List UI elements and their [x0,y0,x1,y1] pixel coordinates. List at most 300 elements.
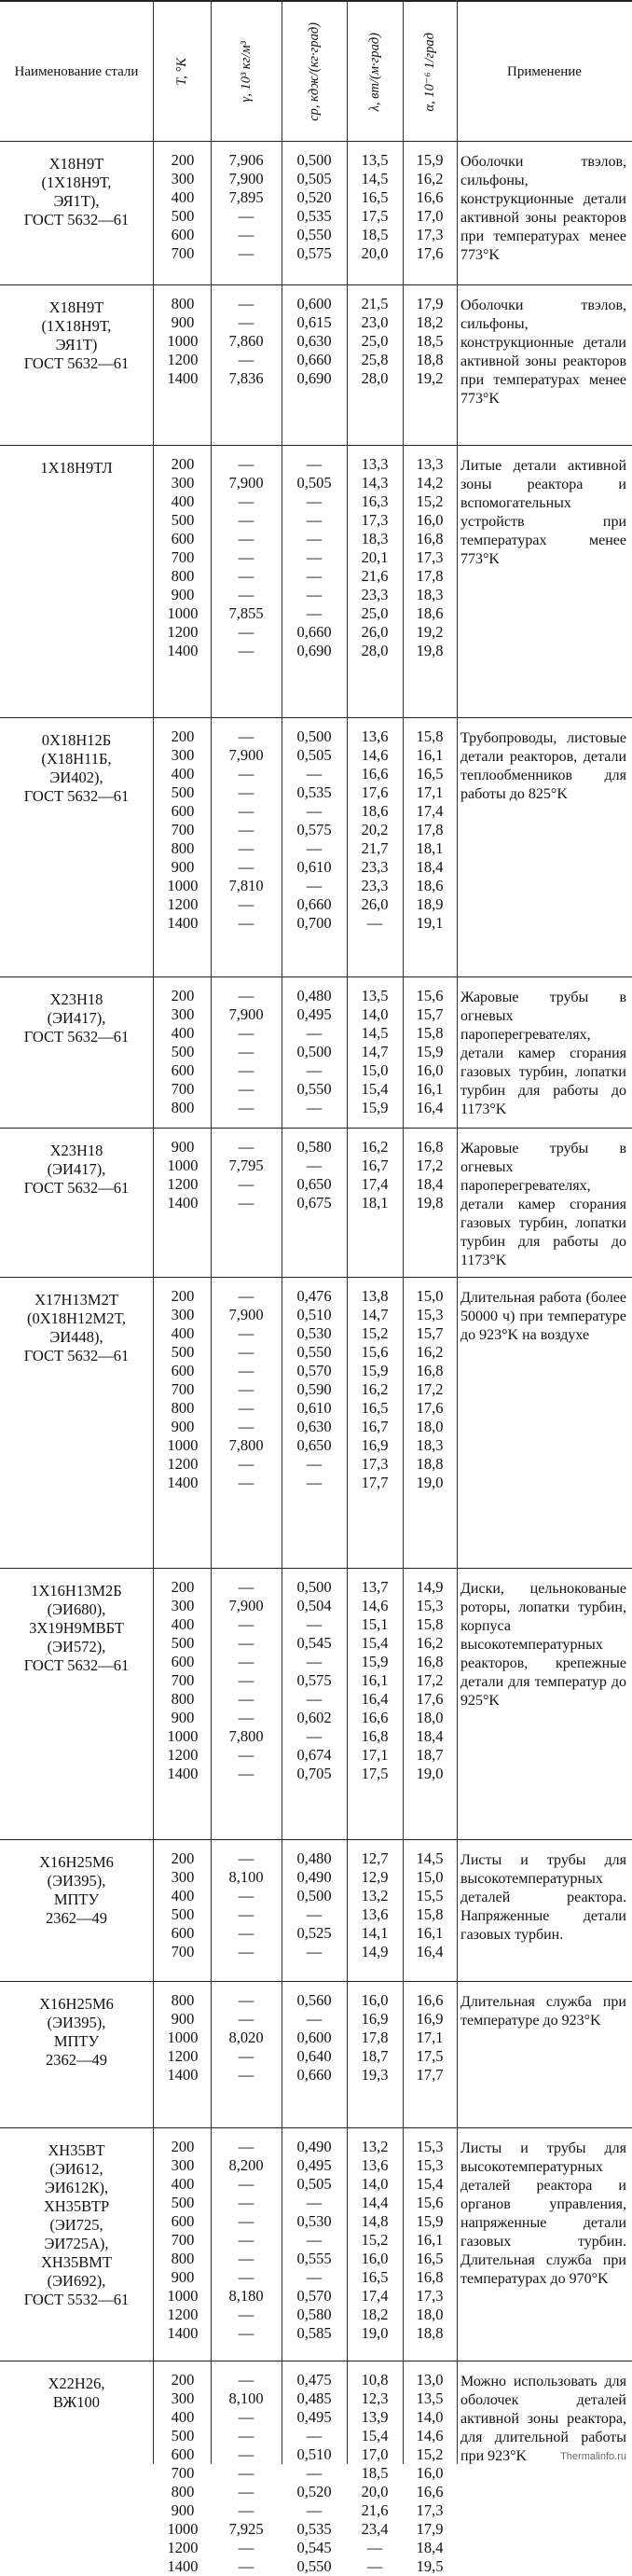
density-value: — [238,1746,254,1764]
expansion-value: 18,0 [416,1709,444,1726]
header-heat-capacity-label: cp, кдж/(кг·град) [306,22,322,121]
temperature-value: 200 [171,455,195,473]
conductivity-value: 15,9 [361,1653,389,1670]
temperature-value: 1400 [167,1765,199,1782]
conductivity-value: 16,9 [361,1436,389,1454]
expansion-value: 18,5 [416,332,444,350]
expansion-value: 18,0 [416,1418,444,1435]
application-text: Литые детали активной зоны реактора и вспомогательных устройств при температурах менее 773°K [460,458,626,567]
temperature-value: 200 [171,2138,195,2155]
temperature-column [157,1287,209,1492]
heat-capacity-value: 0,640 [296,2047,332,2065]
temperature-column [157,2371,209,2576]
expansion-value: 16,8 [416,1362,444,1379]
expansion-value: 17,9 [416,2520,444,2538]
conductivity-column [349,2138,401,2343]
heat-capacity-value: 0,610 [296,858,332,876]
expansion-value: 15,3 [416,1306,444,1323]
heat-capacity-value: 0,480 [296,1849,332,1867]
expansion-value: 19,8 [416,642,444,659]
density-value: 7,906 [228,151,264,169]
temperature-value: 1200 [167,351,199,368]
application-text: Жаровые трубы в огневых пароперегревателях, детали камер сгорания газовых турбин, лопатки турбин для работы до 1173°K [460,1141,626,1268]
steel-grade-line: 1Х16Н13М2Б [31,1582,122,1600]
steel-grade-line: (ЭИ395), [47,1872,106,1890]
steel-grade [6,1142,147,1198]
density-column [213,987,280,1117]
temperature-value: 1200 [167,1455,199,1473]
steel-grade-line: ВЖ100 [52,2393,101,2411]
density-value: — [238,2539,254,2556]
heat-capacity-value: — [306,1690,323,1708]
steel-group [0,285,632,446]
density-value: — [238,1709,254,1726]
steel-grade [6,1853,147,1928]
temperature-value: 1000 [167,877,199,894]
conductivity-value: 16,3 [361,492,389,510]
steel-grade-line: (ЭИ725, [49,2216,103,2234]
heat-capacity-value: 0,500 [296,1043,332,1060]
steel-grade [6,731,147,806]
application-text: Жаровые трубы в огневых пароперегревателях, детали камер сгорания газовых турбин, лопатки турбин для работы до 1173°K [460,990,626,1117]
temperature-value: 1400 [167,369,199,387]
heat-capacity-value: — [306,1455,323,1473]
temperature-value: 300 [171,474,195,492]
conductivity-value: 21,6 [361,567,389,585]
density-value: 7,900 [228,1306,264,1323]
temperature-value: 1200 [167,2047,199,2065]
application-text: Трубопроводы, листовые детали реакторов, детали теплообменников для работы до 825°K [460,730,626,802]
expansion-value: 19,0 [416,1765,444,1782]
conductivity-value: 19,3 [361,2066,389,2084]
expansion-value: 16,4 [416,1943,444,1960]
temperature-value: 1400 [167,1474,199,1491]
expansion-value: 17,6 [416,244,444,262]
conductivity-column [349,1991,401,2084]
temperature-value: 200 [171,727,195,745]
expansion-value: 17,3 [416,226,444,243]
steel-grade-line: ГОСТ 5532—61 [23,2291,130,2308]
heat-capacity-value: 0,510 [296,2445,332,2463]
conductivity-column [349,1138,401,1212]
temperature-value: 900 [171,586,195,603]
heat-capacity-value: — [306,1474,323,1491]
conductivity-value: 17,8 [361,2029,389,2046]
steel-group [0,1569,632,1840]
density-value: — [238,455,254,473]
conductivity-value: 23,3 [361,858,389,876]
density-value: — [238,567,254,585]
temperature-value: 200 [171,1578,195,1596]
expansion-value: 19,1 [416,914,444,932]
steel-grade-line: ЭЯ1Т), [53,192,100,210]
steel-group [0,2361,632,2575]
heat-capacity-value: 0,690 [296,369,332,387]
temperature-value: 500 [171,1905,195,1923]
temperature-value: 400 [171,1324,195,1342]
expansion-value: 18,4 [416,1727,444,1745]
expansion-value: 16,8 [416,2268,444,2286]
expansion-value: 19,8 [416,1194,444,1212]
conductivity-value: 12,3 [361,2389,389,2407]
density-value: — [238,2231,254,2249]
density-value: — [238,1194,254,1212]
steel-grade-line: (ЭИ417), [47,1009,106,1027]
expansion-value: 16,2 [416,1343,444,1361]
expansion-value: 18,1 [416,839,444,857]
steel-grade-line: Х16Н25М6 [39,1853,114,1871]
conductivity-value: 13,6 [361,2156,389,2174]
column-divider [457,0,458,2464]
steel-grade-line: Х23Н18 [49,990,103,1008]
expansion-value: 17,7 [416,2066,444,2084]
temperature-value: 800 [171,1399,195,1417]
density-value: — [238,2066,254,2084]
density-value: — [238,530,254,547]
temperature-value: 500 [171,1343,195,1361]
expansion-value: 18,3 [416,1436,444,1454]
density-value: — [238,244,254,262]
expansion-column [405,727,455,933]
conductivity-value: — [366,914,383,932]
heat-capacity-value: 0,590 [296,1380,332,1398]
expansion-value: 17,3 [416,2501,444,2519]
expansion-column [405,2371,455,2576]
conductivity-column [349,295,401,388]
conductivity-value: 18,5 [361,2464,389,2482]
temperature-value: 1000 [167,1727,199,1745]
density-column [213,2371,280,2576]
heat-capacity-value: — [306,802,323,820]
steel-grade-line: 2362—49 [46,1909,107,1927]
expansion-value: 16,0 [416,1061,444,1079]
expansion-value: 18,9 [416,895,444,913]
heat-capacity-value: — [306,1156,323,1174]
expansion-value: 18,6 [416,604,444,622]
watermark: Thermalinfo.ru [560,2451,626,2462]
expansion-value: 16,6 [416,2483,444,2500]
density-value: — [238,1324,254,1342]
conductivity-value: 13,5 [361,987,389,1004]
expansion-value: 18,8 [416,351,444,368]
heat-capacity-column [283,1287,345,1492]
expansion-column [405,295,455,388]
heat-capacity-value: — [306,2501,323,2519]
temperature-value: 300 [171,1306,195,1323]
expansion-value: 16,1 [416,746,444,764]
temperature-column [157,455,209,660]
expansion-value: 14,2 [416,474,444,492]
temperature-value: 800 [171,295,195,312]
column-divider [153,0,154,2464]
conductivity-column [349,987,401,1117]
expansion-value: 15,3 [416,2138,444,2155]
conductivity-value: 14,6 [361,1597,389,1614]
temperature-value: 300 [171,2389,195,2407]
expansion-value: 16,1 [416,1080,444,1098]
expansion-value: 15,8 [416,727,444,745]
conductivity-value: 14,7 [361,1306,389,1323]
conductivity-value: 13,2 [361,2138,389,2155]
conductivity-value: 20,1 [361,548,389,566]
conductivity-value: 13,2 [361,1887,389,1904]
temperature-value: 600 [171,1061,195,1079]
density-column [213,727,280,933]
density-value: — [238,2445,254,2463]
conductivity-value: 17,3 [361,1455,389,1473]
expansion-column [405,987,455,1117]
temperature-value: 900 [171,1709,195,1726]
temperature-value: 600 [171,1362,195,1379]
density-value: 7,860 [228,332,264,350]
conductivity-value: 16,7 [361,1156,389,1174]
conductivity-value: 28,0 [361,369,389,387]
conductivity-value: 18,6 [361,802,389,820]
density-column [213,1991,280,2084]
heat-capacity-value: 0,476 [296,1287,332,1305]
density-value: — [238,1578,254,1596]
header-conductivity-label: λ, вт/(м·град) [366,32,382,112]
steel-grade-line: ЭИ402), [49,769,103,786]
density-value: — [238,2464,254,2482]
density-value: — [238,1138,254,1156]
table-header [0,0,632,142]
heat-capacity-value: 0,550 [296,1343,332,1361]
density-value: — [238,802,254,820]
temperature-value: 800 [171,839,195,857]
temperature-column [157,1991,209,2084]
steel-grade-line: МПТУ [53,2032,100,2050]
temperature-value: 1000 [167,604,199,622]
temperature-value: 800 [171,1099,195,1116]
conductivity-value: 16,6 [361,765,389,782]
density-value: — [238,586,254,603]
expansion-column [405,1578,455,1783]
density-column [213,1849,280,1961]
steel-grade-line: (ЭИ612, [49,2160,103,2178]
steel-grade-line: (ЭИ417), [47,1160,106,1178]
heat-capacity-value: — [306,1061,323,1079]
heat-capacity-value: — [306,2464,323,2482]
expansion-column [405,1287,455,1492]
temperature-value: 800 [171,567,195,585]
expansion-value: 17,6 [416,1399,444,1417]
heat-capacity-value: 0,580 [296,2306,332,2323]
expansion-value: 15,4 [416,2175,444,2193]
density-value: — [238,1943,254,1960]
heat-capacity-value: 0,505 [296,746,332,764]
conductivity-value: 13,7 [361,1578,389,1596]
expansion-value: 16,1 [416,1924,444,1942]
heat-capacity-value: 0,674 [296,1746,332,1764]
density-column [213,1287,280,1492]
conductivity-value: 15,0 [361,1061,389,1079]
steel-grade-line: ХН35ВМТ [40,2253,113,2271]
expansion-value: 17,9 [416,295,444,312]
expansion-value: 19,5 [416,2557,444,2575]
temperature-value: 1200 [167,2306,199,2323]
expansion-value: 16,6 [416,188,444,206]
steel-grade-line: Х22Н26, [48,2375,105,2392]
heat-capacity-value: 0,600 [296,2029,332,2046]
conductivity-value: 13,8 [361,1287,389,1305]
heat-capacity-value: 0,550 [296,1080,332,1098]
temperature-value: 700 [171,1671,195,1689]
expansion-value: 15,8 [416,1905,444,1923]
density-value: — [238,2306,254,2323]
heat-capacity-value: — [306,548,323,566]
heat-capacity-value: — [306,1099,323,1116]
steel-grade-line: 3Х19Н9МВБТ [29,1619,124,1637]
density-value: — [238,492,254,510]
application-text: Можно использовать для оболочек деталей активной зоны реактора, для длительной работы при 923°K [460,2374,626,2464]
density-value: — [238,1399,254,1417]
temperature-value: 800 [171,1991,195,2009]
density-value: 8,200 [228,2156,264,2174]
density-value: — [238,511,254,529]
header-temperature-label: T, °K [173,58,189,86]
conductivity-value: 23,4 [361,2520,389,2538]
density-value: — [238,783,254,801]
heat-capacity-value: 0,535 [296,207,332,225]
conductivity-value: 16,0 [361,1991,389,2009]
density-value: — [238,642,254,659]
expansion-value: 18,4 [416,858,444,876]
density-value: — [238,2501,254,2519]
temperature-value: 700 [171,821,195,838]
conductivity-value: 16,9 [361,2010,389,2028]
density-value: — [238,1615,254,1633]
temperature-value: 400 [171,492,195,510]
density-value: 7,800 [228,1727,264,1745]
steel-group [0,718,632,977]
conductivity-column [349,727,401,933]
conductivity-value: 18,2 [361,2306,389,2323]
temperature-value: 900 [171,1418,195,1435]
expansion-value: 16,2 [416,1634,444,1652]
density-value: — [238,858,254,876]
heat-capacity-value: 0,535 [296,783,332,801]
temperature-value: 700 [171,244,195,262]
conductivity-value: 13,6 [361,727,389,745]
expansion-value: 15,6 [416,2194,444,2211]
heat-capacity-column [283,2371,345,2576]
header-temperature [153,2,211,142]
heat-capacity-value: 0,675 [296,1194,332,1212]
expansion-value: 19,0 [416,1474,444,1491]
conductivity-value: — [366,2539,383,2556]
conductivity-value: 15,9 [361,1099,389,1116]
heat-capacity-value: 0,660 [296,895,332,913]
temperature-value: 700 [171,548,195,566]
steel-grade [6,298,147,373]
steel-grade-line: (Х18Н11Б, [41,750,112,768]
density-value: — [238,2268,254,2286]
temperature-value: 600 [171,2212,195,2230]
steel-grade [6,1582,147,1675]
conductivity-column [349,1578,401,1783]
heat-capacity-value: 0,520 [296,188,332,206]
steel-group [0,1840,632,1982]
density-value: — [238,987,254,1004]
expansion-value: 16,5 [416,765,444,782]
steel-group [0,1278,632,1569]
steel-grade-line: ЭИ725А), [44,2235,109,2252]
expansion-value: 16,4 [416,1099,444,1116]
conductivity-value: 16,5 [361,2268,389,2286]
expansion-value: 15,9 [416,151,444,169]
density-value: — [238,1024,254,1042]
temperature-value: 900 [171,2501,195,2519]
steel-grade-line: (ЭИ395), [47,2014,106,2031]
conductivity-value: 10,8 [361,2371,389,2389]
density-value: — [238,207,254,225]
density-value: 7,895 [228,188,264,206]
expansion-value: 15,9 [416,1043,444,1060]
density-value: — [238,1455,254,1473]
temperature-value: 1200 [167,623,199,641]
heat-capacity-value: 0,560 [296,1991,332,2009]
temperature-value: 1200 [167,1175,199,1193]
temperature-value: 500 [171,207,195,225]
steel-grade-line: ГОСТ 5632—61 [23,354,130,372]
heat-capacity-value: 0,602 [296,1709,332,1726]
temperature-value: 800 [171,1690,195,1708]
density-value: 7,900 [228,1597,264,1614]
steel-grade-line: ГОСТ 5632—61 [23,1347,130,1364]
temperature-column [157,1578,209,1783]
header-density [211,2,282,142]
steel-grade-line: ГОСТ 5632—61 [23,1179,130,1197]
conductivity-value: 16,4 [361,1690,389,1708]
conductivity-value: 23,3 [361,877,389,894]
conductivity-value: 17,5 [361,207,389,225]
temperature-value: 300 [171,1868,195,1886]
heat-capacity-value: 0,575 [296,821,332,838]
conductivity-value: 13,5 [361,151,389,169]
conductivity-value: 14,0 [361,2175,389,2193]
expansion-value: 15,7 [416,1005,444,1023]
heat-capacity-value: 0,705 [296,1765,332,1782]
temperature-value: 1400 [167,914,199,932]
temperature-value: 900 [171,2268,195,2286]
conductivity-column [349,1287,401,1492]
conductivity-value: 21,7 [361,839,389,857]
steel-grade-line: Х17Н13М2Т [34,1291,118,1309]
expansion-column [405,1849,455,1961]
heat-capacity-column [283,151,345,263]
expansion-column [405,1138,455,1212]
steel-grade-line: ГОСТ 5632—61 [23,1028,130,1046]
steel-grade-line: ЭИ448), [49,1328,103,1346]
steel-grade-line: (0Х18Н12М2Т, [26,1309,127,1327]
density-value: — [238,548,254,566]
temperature-value: 1400 [167,2324,199,2342]
expansion-value: 15,0 [416,1868,444,1886]
temperature-value: 300 [171,746,195,764]
steel-grade-line: (ЭИ572), [47,1638,106,1655]
expansion-value: 16,6 [416,1991,444,2009]
expansion-value: 18,0 [416,2306,444,2323]
density-value: — [238,2408,254,2426]
density-column [213,151,280,263]
density-value: — [238,2194,254,2211]
steel-grade-line: Х16Н25М6 [39,1995,114,2013]
steel-grade-line: 1Х18Н9ТЛ [40,459,113,477]
conductivity-value: 21,5 [361,295,389,312]
temperature-value: 300 [171,170,195,187]
temperature-value: 700 [171,1380,195,1398]
